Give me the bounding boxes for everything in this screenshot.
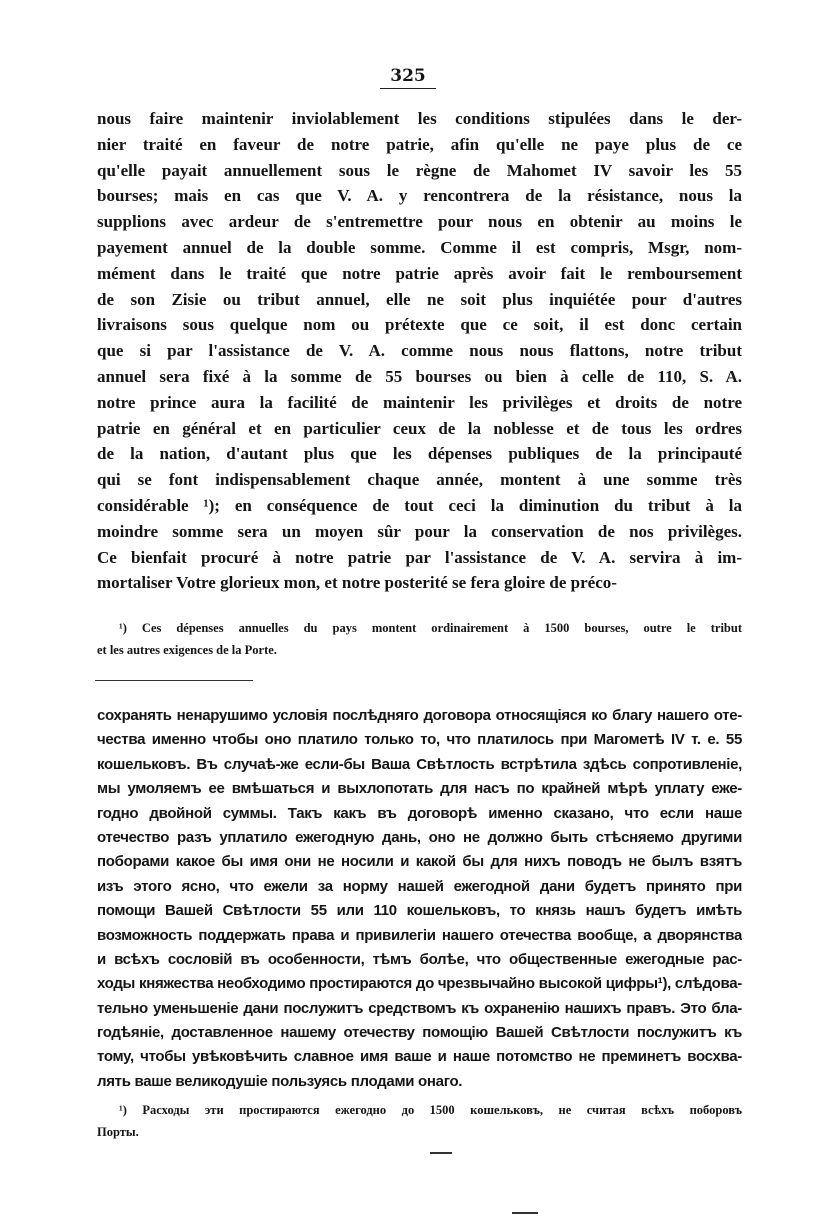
russian-footnote xyxy=(97,1099,742,1143)
text-line: considérable ¹); en conséquence de tout ceci la diminution du tribut à la xyxy=(97,495,742,515)
text-line: que si par l'assistance de V. A. comme nous nous flattons, notre tribut xyxy=(97,341,742,361)
text-line: чества именно чтобы оно платило только то, что платилось при Магометѣ IV т. е. 55 xyxy=(97,731,742,749)
text-line: livraisons sous quelque nom ou prétexte que ce soit, il est donc certain xyxy=(97,315,742,335)
text-line: помощи Вашей Свѣтлости 55 или 110 кошельковъ, то князь нашъ будетъ имѣть xyxy=(97,902,742,920)
text-line: годно двойной суммы. Такъ какъ въ договорѣ именно сказано, что если наше xyxy=(97,804,742,822)
divider xyxy=(95,680,253,681)
text-line: и всѣхъ сословій въ особенности, тѣмъ болѣе, что общественные ежегодные рас- xyxy=(97,950,742,968)
text-line: patrie en général et en particulier ceux de la noblesse et de tous les ordres xyxy=(97,418,742,438)
text-line: отечество разъ уплатило ежегодную дань, оно не должно быть стѣсняемо другими xyxy=(97,828,742,846)
text-line: годѣяніе, доставленное нашему отечеству помощію Вашей Свѣтлости послужитъ къ xyxy=(97,1024,742,1042)
text-line: nier traité en faveur de notre patrie, afin qu'elle ne paye plus de ce xyxy=(97,134,742,154)
french-text xyxy=(97,106,742,596)
text-line: тому, чтобы увѣковѣчить славное имя ваше и наше потомство не преминетъ восхва- xyxy=(97,1048,742,1066)
text-line: nous faire maintenir inviolablement les conditions stipulées dans le der- xyxy=(97,109,742,128)
text-line: ¹) Расходы эти простираются ежегодно до 1500 кошельковъ, не считая всѣхъ поборовъ xyxy=(119,1103,742,1117)
text-line: возможность поддержать права и привилегіи нашего отечества вообще, а дворянства xyxy=(97,926,742,944)
text-line: изъ этого ясно, что ежели за норму нашей ежегодной дани будетъ принято при xyxy=(97,877,742,895)
text-line: mortaliser Votre glorieux mon, et notre posterité se fera gloire de préco- xyxy=(97,573,617,593)
text-line: ходы княжества необходимо простираются до чрезвычайно высокой цифры¹), слѣдова- xyxy=(97,975,742,993)
french-footnote xyxy=(97,617,742,661)
printer-mark xyxy=(430,1152,452,1154)
text-line: bourses; mais en cas que V. A. y rencontrera de la résistance, nous la xyxy=(97,186,742,206)
text-line: payement annuel de la double somme. Comme il est compris, Msgr, nom- xyxy=(97,237,742,257)
russian-text xyxy=(97,704,742,1094)
text-line: supplions avec ardeur de s'entremettre pour nous en obtenir au moins le xyxy=(97,212,742,232)
text-line: annuel sera fixé à la somme de 55 bourses ou bien à celle de 110, S. A. xyxy=(97,366,742,386)
text-line: qu'elle payait annuellement sous le règne de Mahomet IV savoir les 55 xyxy=(97,160,742,180)
text-line: mément dans le traité que notre patrie après avoir fait le remboursement xyxy=(97,263,742,283)
page-number: 325 xyxy=(390,66,426,86)
page-number-rule xyxy=(380,88,436,89)
text-line: лять ваше великодушіе пользуясь плодами онаго. xyxy=(97,1072,463,1090)
text-line: сохранять ненарушимо условія послѣдняго договора относящіяся ко благу нашего оте- xyxy=(97,707,742,724)
text-line: de son Zisie ou tribut annuel, elle ne soit plus inquiétée pour d'autres xyxy=(97,289,742,309)
text-line: qui se font indispensablement chaque année, montent à une somme très xyxy=(97,470,742,490)
text-line: тельно уменьшеніе дани послужитъ средствомъ къ охраненію нашихъ правъ. Это бла- xyxy=(97,999,742,1017)
text-line: ¹) Ces dépenses annuelles du pays montent ordinairement à 1500 bourses, outre le tribut xyxy=(119,621,742,635)
text-line: Ce bienfait procuré à notre patrie par l'assistance de V. A. servira à im- xyxy=(97,547,742,567)
text-line: de la nation, d'autant plus que les dépenses publiques de la principauté xyxy=(97,444,742,464)
text-line: notre prince aura la facilité de maintenir les privilèges et droits de notre xyxy=(97,392,742,412)
text-line: мы умоляемъ ее вмѣшаться и выхлопотать для насъ по крайней мѣрѣ уплату еже- xyxy=(97,780,742,798)
text-line: moindre somme sera un moyen sûr pour la conservation de nos privilèges. xyxy=(97,521,742,541)
text-line: et les autres exigences de la Porte. xyxy=(97,643,277,657)
printer-mark xyxy=(512,1212,538,1214)
text-line: Порты. xyxy=(97,1125,139,1139)
text-line: кошельковъ. Въ случаѣ-же если-бы Ваша Свѣтлость встрѣтила здѣсь сопротивленіе, xyxy=(97,755,742,773)
text-line: поборами какое бы имя они не носили и какой бы для нихъ поводъ не былъ взятъ xyxy=(97,853,742,871)
